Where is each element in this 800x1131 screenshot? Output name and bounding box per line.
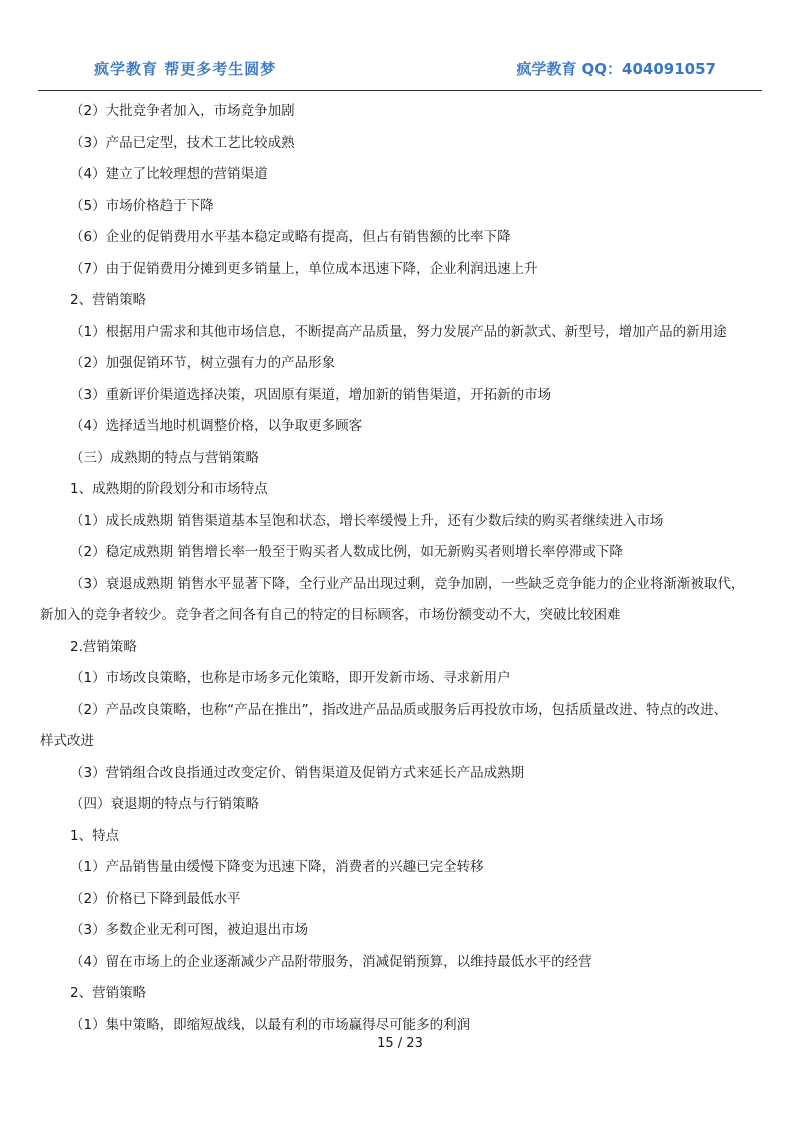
- header-slogan: 疯学教育 帮更多考生圆梦: [94, 60, 277, 78]
- text-line: （2）产品改良策略，也称“产品在推出”，指改进产品品质或服务后再投放市场，包括质量改进、特点的改进、: [70, 701, 728, 718]
- document-body: [40, 96, 760, 1041]
- text-line: （2）价格已下降到最低水平: [70, 890, 241, 907]
- text-line: （6）企业的促销费用水平基本稳定或略有提高，但占有销售额的比率下降: [70, 229, 511, 245]
- text-line: （1）产品销售量由缓慢下降变为迅速下降，消费者的兴趣已完全转移: [70, 859, 484, 875]
- text-line: （1）集中策略，即缩短战线，以最有利的市场赢得尽可能多的利润: [70, 1016, 471, 1033]
- text-line: （1）根据用户需求和其他市场信息，不断提高产品质量，努力发展产品的新款式、新型号，增加产品的新用途: [70, 323, 727, 340]
- section-heading: 2、营销策略: [70, 292, 147, 308]
- text-line: （3）衰退成熟期 销售水平显著下降，全行业产品出现过剩，竞争加剧，一些缺乏竞争能力的企业将渐渐被取代，: [70, 575, 745, 592]
- text-line: （2）大批竞争者加入，市场竞争加剧: [70, 103, 295, 119]
- section-heading: （三）成熟期的特点与营销策略: [70, 449, 259, 466]
- section-heading: 2、营销策略: [70, 985, 147, 1001]
- page-header: [38, 54, 762, 91]
- text-line: （2）加强促销环节，树立强有力的产品形象: [70, 355, 336, 371]
- text-line: （7）由于促销费用分摊到更多销量上，单位成本迅速下降，企业利润迅速上升: [70, 260, 538, 277]
- text-line: （3）产品已定型，技术工艺比较成熟: [70, 134, 295, 151]
- section-heading: 1、成熟期的阶段划分和市场特点: [70, 481, 268, 497]
- text-line: （4）留在市场上的企业逐渐减少产品附带服务，消减促销预算，以维持最低水平的经营: [70, 953, 592, 970]
- text-line: （4）建立了比较理想的营销渠道: [70, 166, 268, 182]
- text-line: （3）重新评价渠道选择决策，巩固原有渠道，增加新的销售渠道，开拓新的市场: [70, 386, 552, 403]
- text-line: （3）营销组合改良指通过改变定价、销售渠道及促销方式来延长产品成熟期: [70, 764, 525, 781]
- section-heading: （四）衰退期的特点与行销策略: [70, 796, 259, 812]
- section-heading: 1、特点: [70, 827, 120, 844]
- text-line: （3）多数企业无利可图，被迫退出市场: [70, 922, 309, 938]
- section-heading: 2.营销策略: [70, 638, 137, 655]
- text-line: （1）市场改良策略，也称是市场多元化策略，即开发新市场、寻求新用户: [70, 670, 511, 686]
- text-line: （2）稳定成熟期 销售增长率一般至于购买者人数成比例，如无新购买者则增长率停滞或下降: [70, 544, 623, 560]
- text-line: （4）选择适当地时机调整价格，以争取更多顾客: [70, 418, 363, 434]
- text-line: （5）市场价格趋于下降: [70, 197, 214, 214]
- text-line-continued: 新加入的竞争者较少。竞争者之间各有自己的特定的目标顾客，市场份额变动不大，突破比较困难: [40, 607, 621, 623]
- header-contact: 疯学教育 QQ：404091057: [516, 60, 716, 78]
- text-line-continued: 样式改进: [40, 733, 94, 749]
- text-line: （1）成长成熟期 销售渠道基本呈饱和状态，增长率缓慢上升，还有少数后续的购买者继续进入市场: [70, 512, 664, 529]
- page-number: 15 / 23: [377, 1036, 423, 1051]
